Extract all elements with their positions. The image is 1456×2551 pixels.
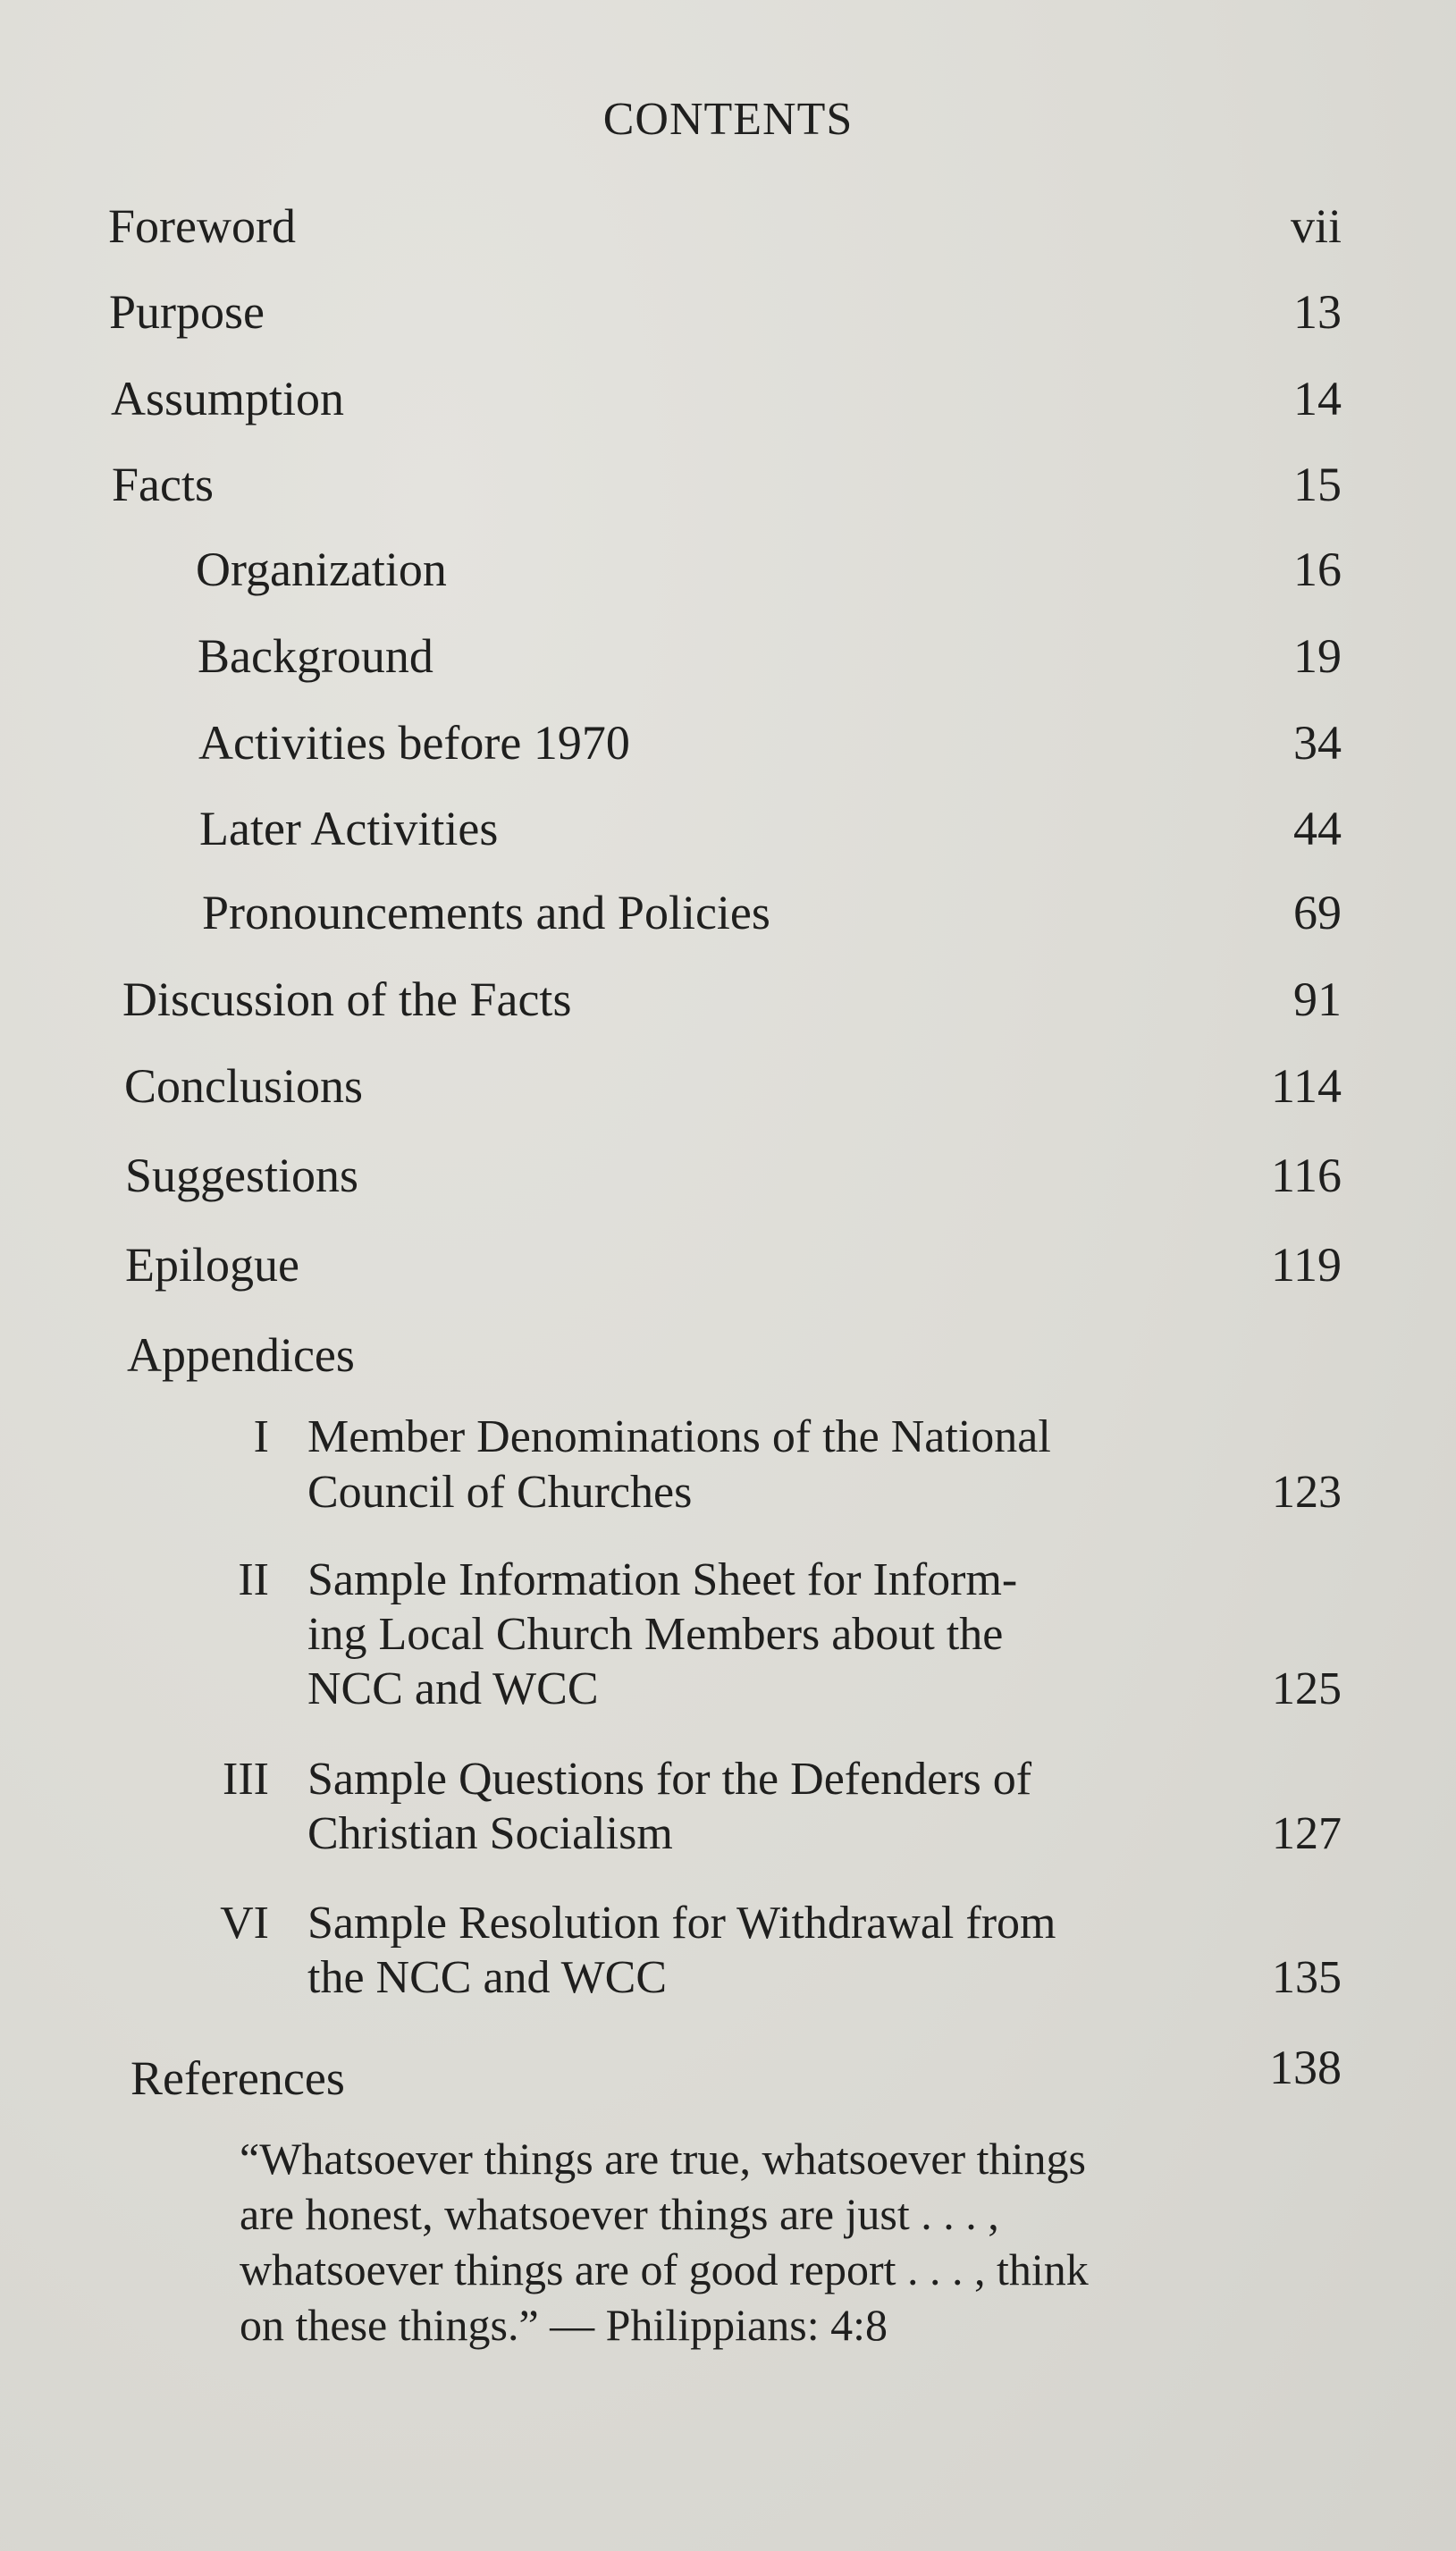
appendix-item-iii (0, 1753, 1456, 1869)
appendix-title-line: Christian Socialism (307, 1808, 673, 1859)
epigraph-quote (240, 2131, 1089, 2353)
appendix-title-line: Council of Churches (307, 1467, 693, 1518)
toc-entry-pronouncements-and-policies (0, 885, 1456, 947)
entry-page-number: 69 (1293, 886, 1342, 939)
appendix-title-line: Member Denominations of the National (307, 1411, 1051, 1462)
appendix-page-number: 125 (1272, 1663, 1342, 1714)
entry-label: Assumption (111, 372, 345, 425)
entry-page-number: 138 (1269, 2041, 1342, 2094)
entry-label: Appendices (127, 1328, 355, 1382)
entry-label: Foreword (108, 199, 296, 253)
epigraph-line: on these things.” — Philippians: 4:8 (240, 2300, 888, 2350)
entry-page-number: 13 (1293, 285, 1342, 339)
entry-label: Background (198, 629, 433, 683)
page-title: CONTENTS (602, 94, 854, 145)
entry-label: Suggestions (125, 1149, 359, 1202)
toc-entry-activities-before-1970 (0, 715, 1456, 778)
appendix-item-vi (0, 1897, 1456, 2013)
toc-entry-background (0, 628, 1456, 691)
appendix-item-ii (0, 1553, 1456, 1725)
appendix-numeral: I (253, 1411, 269, 1462)
entry-page-number: 119 (1271, 1238, 1342, 1292)
toc-entry-conclusions (0, 1058, 1456, 1121)
entry-label: Epilogue (125, 1238, 299, 1292)
entry-label: Purpose (109, 285, 265, 339)
entry-page-number: 15 (1293, 458, 1342, 511)
entry-label: References (130, 2051, 345, 2105)
entry-label: Activities before 1970 (198, 716, 630, 770)
entry-label: Facts (112, 458, 214, 511)
appendix-title-line: Sample Information Sheet for Inform- (307, 1554, 1018, 1605)
appendix-title-line: ing Local Church Members about the (307, 1609, 1004, 1660)
entry-label: Discussion of the Facts (122, 972, 572, 1026)
toc-entry-discussion-of-the-facts (0, 972, 1456, 1034)
epigraph-line: whatsoever things are of good report . . . , think (240, 2244, 1089, 2294)
entry-page-number: 16 (1293, 543, 1342, 596)
entry-page-number: 19 (1293, 629, 1342, 683)
epigraph-line: are honest, whatsoever things are just . . . , (240, 2189, 999, 2239)
appendix-item-i (0, 1410, 1456, 1527)
toc-entry-appendices (0, 1327, 1456, 1390)
entry-label: Pronouncements and Policies (202, 886, 770, 939)
entry-page-number: 116 (1271, 1149, 1342, 1202)
entry-label: Later Activities (199, 802, 499, 855)
toc-entry-later-activities (0, 801, 1456, 863)
entry-page-number: 14 (1293, 372, 1342, 425)
toc-entry-assumption (0, 371, 1456, 434)
entry-page-number: 44 (1293, 802, 1342, 855)
appendix-numeral: III (223, 1754, 269, 1805)
toc-entry-foreword (0, 198, 1456, 261)
appendix-page-number: 135 (1272, 1952, 1342, 2003)
toc-entry-purpose (0, 284, 1456, 347)
appendix-page-number: 123 (1272, 1467, 1342, 1518)
entry-label: Conclusions (124, 1059, 364, 1113)
entry-page-number: vii (1290, 199, 1342, 253)
appendix-title-line: Sample Resolution for Withdrawal from (307, 1898, 1056, 1949)
toc-entry-references (0, 2041, 1456, 2108)
toc-entry-facts (0, 457, 1456, 519)
epigraph-line: “Whatsoever things are true, whatsoever things (240, 2134, 1086, 2184)
entry-page-number: 34 (1293, 716, 1342, 770)
entry-page-number: 91 (1293, 972, 1342, 1026)
entry-page-number: 114 (1271, 1059, 1342, 1113)
appendix-title-line: Sample Questions for the Defenders of (307, 1754, 1032, 1805)
appendix-title-line: the NCC and WCC (307, 1952, 668, 2003)
appendix-title-line: NCC and WCC (307, 1663, 599, 1714)
appendix-numeral: VI (220, 1898, 269, 1949)
appendix-page-number: 127 (1272, 1808, 1342, 1859)
toc-entry-suggestions (0, 1148, 1456, 1210)
entry-label: Organization (196, 543, 447, 596)
toc-entry-organization (0, 542, 1456, 604)
toc-entry-epilogue (0, 1237, 1456, 1300)
appendix-numeral: II (238, 1554, 269, 1605)
